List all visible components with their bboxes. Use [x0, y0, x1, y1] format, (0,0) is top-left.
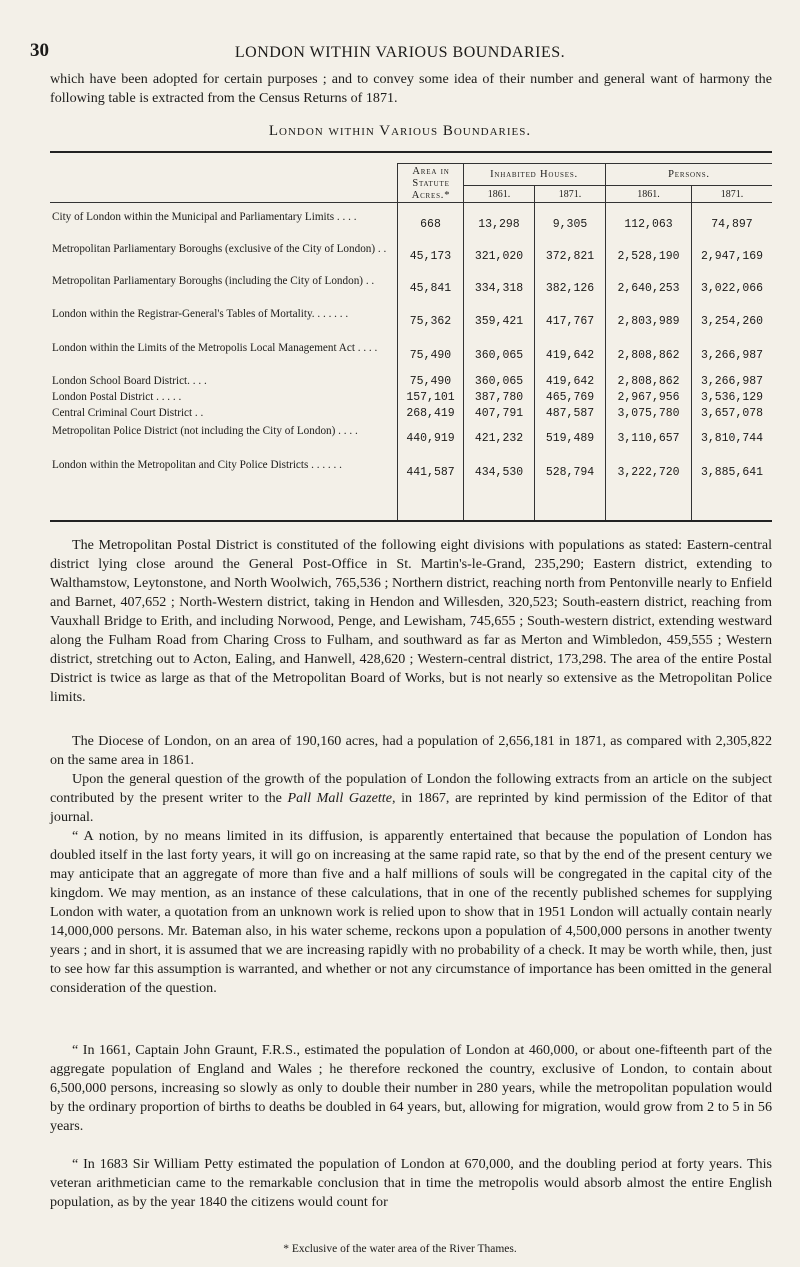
header-persons-1861: 1861. — [637, 189, 660, 200]
cell-houses-1861: 407,791 — [474, 407, 524, 420]
row-label: Central Criminal Court District . . — [52, 407, 204, 419]
row-label: London within the Metropolitan and City Police Districts . . . . . . — [52, 459, 342, 471]
cell-houses-1871: 417,767 — [545, 315, 595, 328]
cell-houses-1871: 9,305 — [552, 218, 588, 231]
cell-area: 268,419 — [406, 407, 455, 420]
cell-houses-1861: 359,421 — [474, 315, 524, 328]
header-houses: Inhabited Houses. — [490, 169, 578, 180]
row-label: London within the Registrar-General's Tables of Mortality. . . . . . . — [52, 308, 349, 320]
cell-persons-1871: 3,536,129 — [700, 391, 764, 404]
row-label: Metropolitan Police District (not including the City of London) . . . . — [52, 425, 358, 437]
cell-persons-1861: 2,808,862 — [617, 375, 680, 388]
cell-area: 75,490 — [409, 349, 452, 362]
cell-area: 45,841 — [409, 282, 452, 295]
cell-persons-1871: 3,266,987 — [700, 349, 764, 362]
journal-title: Pall Mall Gazette — [287, 790, 392, 806]
cell-persons-1861: 3,075,780 — [617, 407, 680, 420]
paragraph-diocese: The Diocese of London, on an area of 190,160 acres, had a population of 2,656,181 in 1871, as compared with 2,305,822 on the same area in 1861. — [50, 733, 772, 768]
cell-persons-1861: 2,640,253 — [617, 282, 680, 295]
cell-houses-1871: 419,642 — [545, 349, 595, 362]
header-houses-1871: 1871. — [558, 189, 582, 200]
cell-area: 441,587 — [406, 466, 455, 479]
row-label: London Postal District . . . . . — [52, 391, 182, 403]
header-persons: Persons. — [668, 169, 710, 180]
cell-houses-1871: 419,642 — [545, 375, 595, 388]
cell-houses-1861: 334,318 — [474, 282, 524, 295]
cell-persons-1871: 3,810,744 — [700, 432, 764, 445]
cell-persons-1871: 74,897 — [711, 218, 753, 231]
cell-persons-1861: 3,222,720 — [617, 466, 680, 479]
paragraph-postal-district: The Metropolitan Postal District is constituted of the following eight divisions with populations as stated: Eastern-central district lying close around the General Post-Office in St. Martin's-le-Grand, 235,290; Eastern district, extending to Walthamstow, Leytonstone, and North Woolwich, 765,536 ; Northern district, reaching north from Pentonville nearly to Enfield and Barnet, 407,652 ; North-Western district, taking in Hendon and Willesden, 320,523; South-eastern district, reaching from Vauxhall Bridge to Erith, and including Norwood, Penge, and Lewisham, 745,655 ; South-western district, extending westward along the Fulham Road from Charing Cross to Fulham, and southward as far as Merton and Wimbledon, 459,555 ; Western district, stretching out to Acton, Ealing, and Hanwell, 428,620 ; Western-central district, 173,298. The area of the entire Postal District is twice as large as that of the Metropolitan Board of Works, but is not nearly so extensive as the Metropolitan Police limits. — [50, 537, 772, 705]
paragraph-growth-intro: Upon the general question of the growth of the population of London the following extracts from an article on the subject contributed by the present writer to the Pall Mall Gazette, in 1867, are reprinted by kind permission of the Editor of that journal. — [50, 771, 772, 825]
header-bottom-line — [50, 202, 772, 203]
row-label: Metropolitan Parliamentary Boroughs (including the City of London) . . — [52, 275, 375, 287]
table-top-rule — [50, 151, 772, 153]
header-top-line — [397, 163, 772, 164]
cell-persons-1871: 3,266,987 — [700, 375, 764, 388]
footnote: * Exclusive of the water area of the River Thames. — [283, 1243, 517, 1255]
row-label: London School Board District. . . . — [52, 375, 207, 387]
cell-area: 75,362 — [409, 315, 452, 328]
cell-persons-1871: 2,947,169 — [700, 250, 764, 263]
cell-houses-1871: 487,587 — [545, 407, 595, 420]
paragraph-graunt: “ In 1661, Captain John Graunt, F.R.S., estimated the population of London at 460,000, or about one-fifteenth part of the aggregate population of England and Wales ; he therefore reckoned the country, exclusive of London, to contain about 6,500,000 persons, increasing so slowly as only to double their number in 280 years, while the metropolitan population would by the ordinary proportion of births to deaths be doubled in 64 years, but, allowing for migration, would grow from 2 to 5 in 56 years. — [50, 1042, 772, 1134]
cell-persons-1861: 2,528,190 — [617, 250, 680, 263]
paragraph-petty: “ In 1683 Sir William Petty estimated the population of London at 670,000, and the doubling period at forty years. This veteran arithmetician came to the remarkable conclusion that in time the metropolis would absorb almost the entire English population, as by the year 1840 the citizens would count for — [50, 1156, 772, 1210]
cell-area: 157,101 — [406, 391, 455, 404]
cell-persons-1871: 3,022,066 — [700, 282, 764, 295]
cell-houses-1871: 465,769 — [545, 391, 595, 404]
row-label: City of London within the Municipal and Parliamentary Limits . . . . — [52, 211, 357, 223]
table-bottom-rule — [50, 520, 772, 522]
table-title: London within Various Boundaries. — [268, 123, 532, 139]
cell-houses-1871: 372,821 — [545, 250, 595, 263]
cell-houses-1861: 360,065 — [474, 349, 524, 362]
cell-houses-1861: 434,530 — [474, 466, 524, 479]
cell-houses-1871: 528,794 — [545, 466, 595, 479]
header-sub-line — [463, 185, 772, 186]
header-area: Area in Statute Acres.* — [411, 166, 451, 201]
cell-persons-1861: 2,967,956 — [617, 391, 680, 404]
cell-persons-1861: 2,803,989 — [617, 315, 680, 328]
cell-persons-1871: 3,885,641 — [700, 466, 764, 479]
cell-persons-1871: 3,657,078 — [700, 407, 764, 420]
cell-area: 668 — [420, 218, 441, 231]
cell-persons-1861: 3,110,657 — [617, 432, 680, 445]
cell-houses-1861: 13,298 — [478, 218, 520, 231]
cell-houses-1861: 321,020 — [474, 250, 524, 263]
cell-area: 45,173 — [409, 250, 452, 263]
cell-houses-1861: 387,780 — [474, 391, 524, 404]
cell-area: 75,490 — [409, 375, 452, 388]
cell-area: 440,919 — [406, 432, 455, 445]
page-number: 30 — [30, 40, 49, 61]
cell-persons-1871: 3,254,260 — [700, 315, 764, 328]
cell-houses-1871: 382,126 — [545, 282, 595, 295]
running-head: LONDON WITHIN VARIOUS BOUNDARIES. — [234, 44, 566, 61]
header-persons-1871: 1871. — [720, 189, 744, 200]
cell-houses-1871: 519,489 — [545, 432, 595, 445]
row-label: Metropolitan Parliamentary Boroughs (exclusive of the City of London) . . — [52, 243, 387, 255]
cell-houses-1861: 421,232 — [474, 432, 524, 445]
cell-houses-1861: 360,065 — [474, 375, 524, 388]
header-houses-1861: 1861. — [487, 189, 511, 200]
row-label: London within the Limits of the Metropolis Local Management Act . . . . — [52, 342, 378, 354]
cell-persons-1861: 112,063 — [624, 218, 673, 231]
paragraph-notion: “ A notion, by no means limited in its diffusion, is apparently entertained that because the population of London has doubled itself in the last forty years, it will go on increasing at the same rapid rate, so that by the end of the present century we may anticipate that an aggregate of more than five and a half millions of souls will be congregated in the capital city of the kingdom. We may mention, as an instance of these calculations, that in one of the recently published schemes for supplying London with water, a quotation from an unknown work is relied upon to show that in 1951 London will actually contain nearly 14,000,000 persons. Mr. Bateman also, in his water scheme, reckons upon a population of 4,500,000 persons in another twenty years ; and in short, it is assumed that we are increasing rapidly with no probability of a check. It may be worth while, then, just to see how far this assumption is warranted, and whether or not any circumstance of importance has been omitted in the general consideration of the question. — [50, 828, 772, 996]
cell-persons-1861: 2,808,862 — [617, 349, 680, 362]
intro-paragraph: which have been adopted for certain purposes ; and to convey some idea of their number and general want of harmony the following table is extracted from the Census Returns of 1871. — [50, 71, 772, 106]
